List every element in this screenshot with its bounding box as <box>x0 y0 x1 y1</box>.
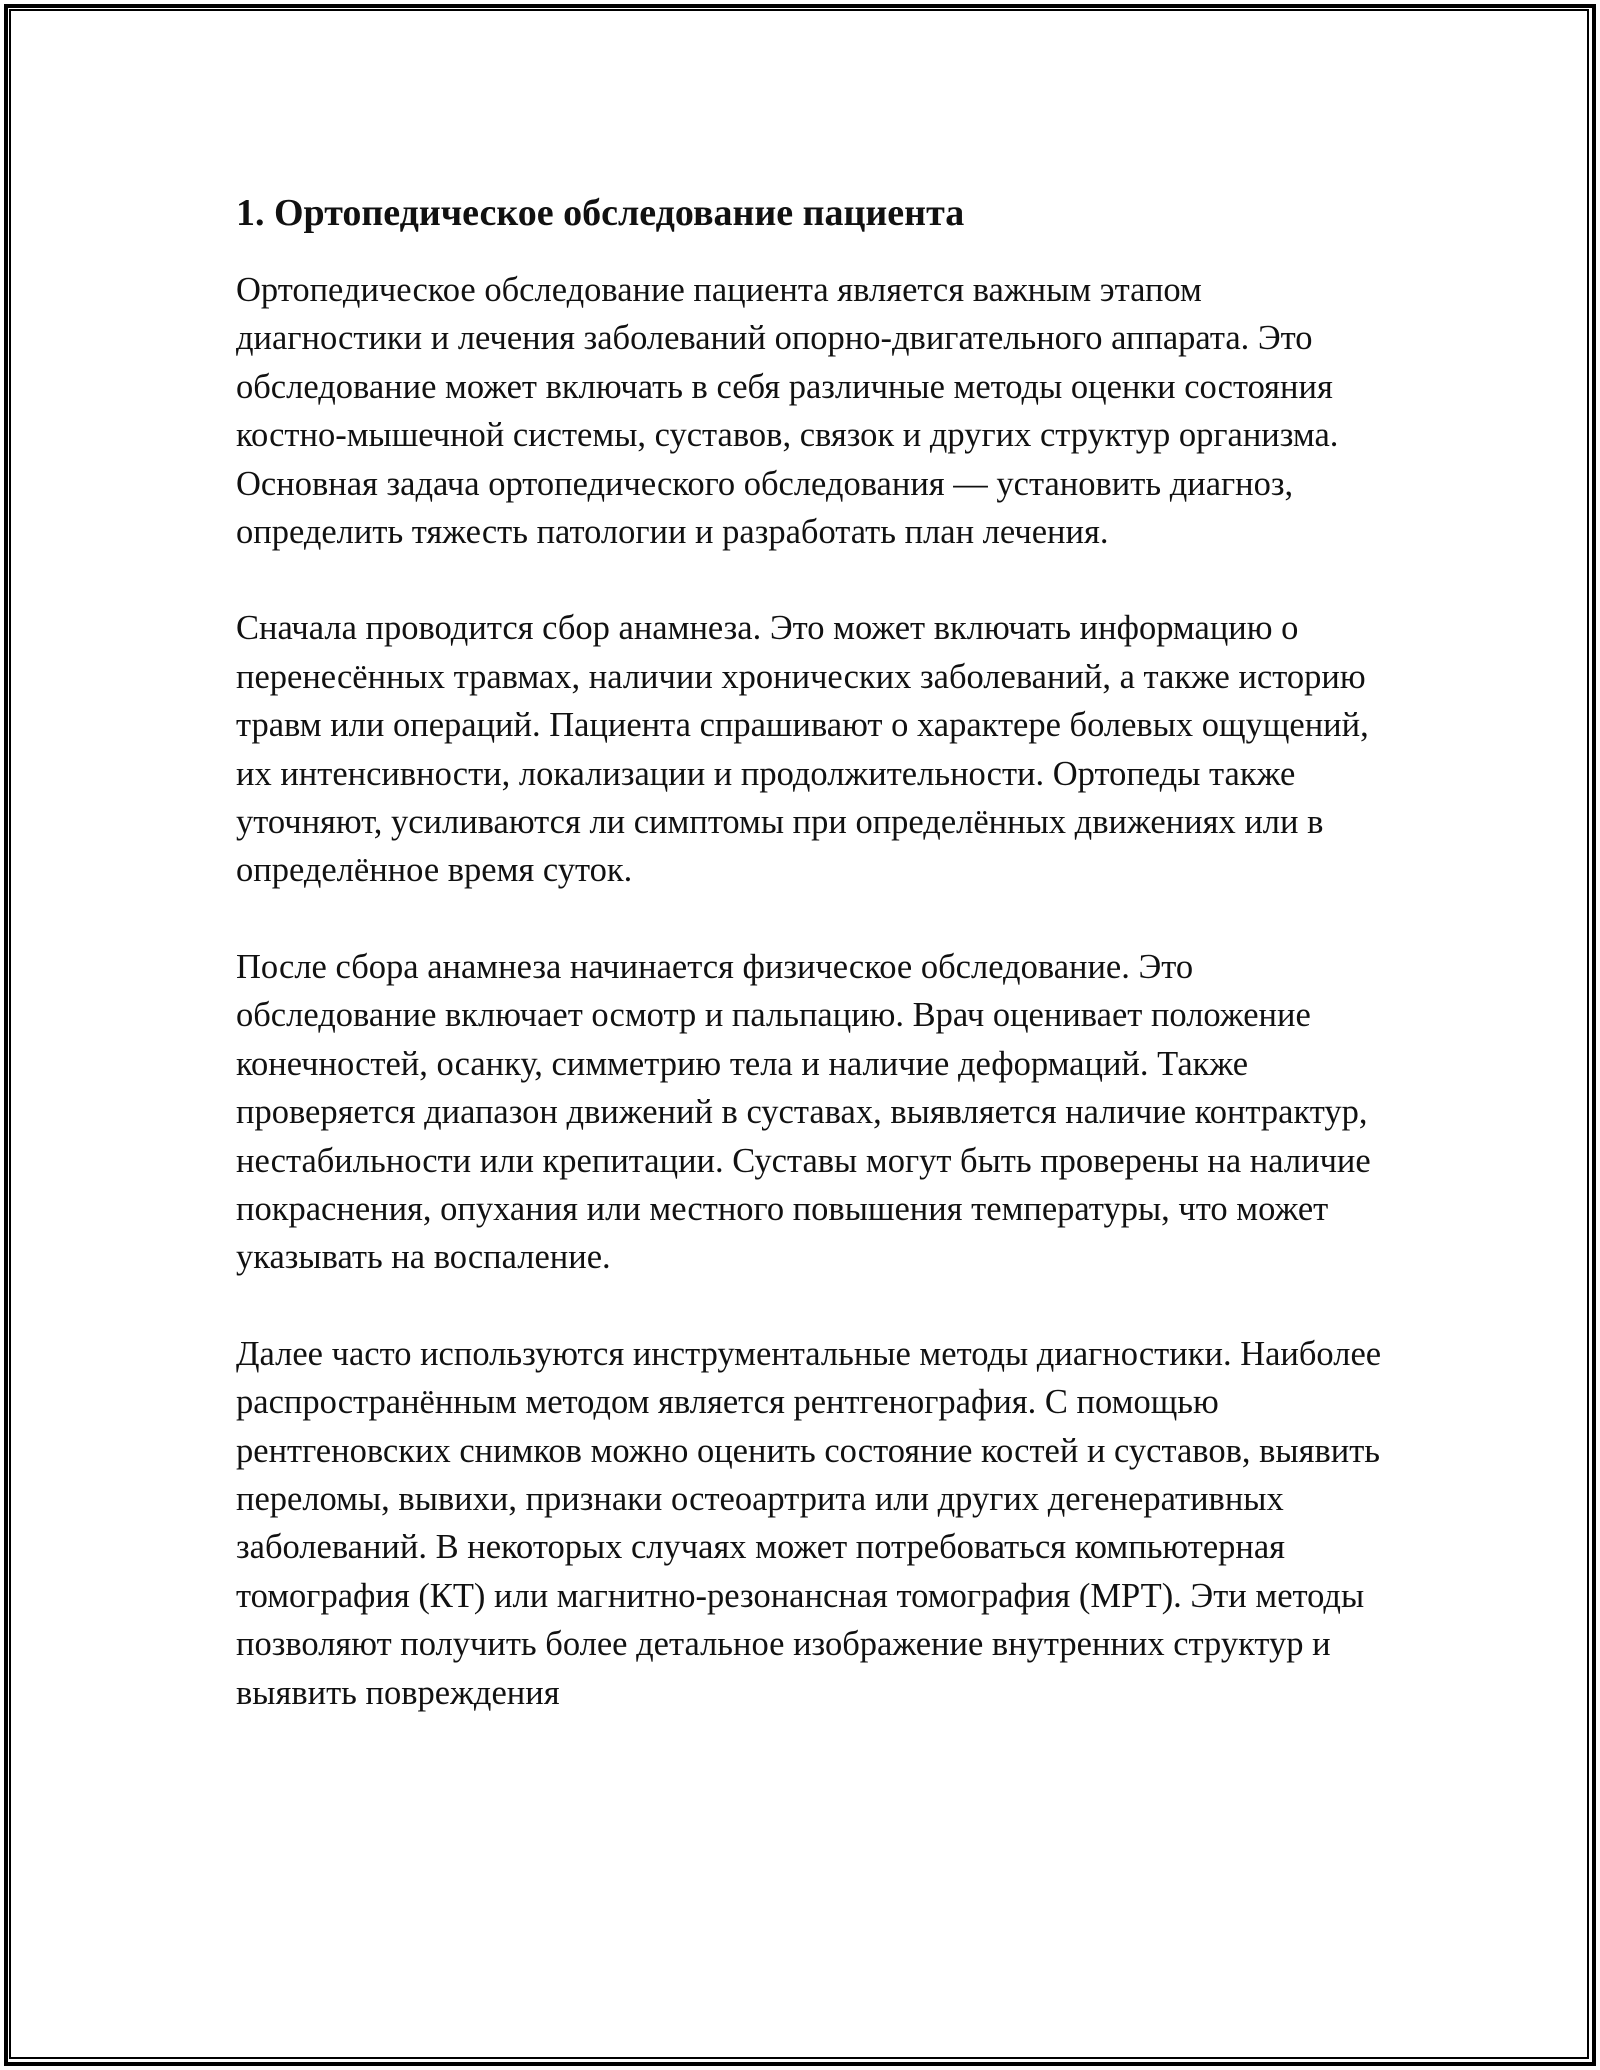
paragraph-intro: Ортопедическое обследование пациента является важным этапом диагностики и лечения заболеваний опорно-двигательного аппарата. Это обследование может включать в себя различные методы оценки состояния костно-мышечной системы, суставов, связок и других структур организма. Основная задача ортопедического обследования — установить диагноз, определить тяжесть патологии и разработать план лечения. <box>236 271 1339 552</box>
document-body <box>236 186 1384 1765</box>
paragraph-anamnesis: Сначала проводится сбор анамнеза. Это может включать информацию о перенесённых травмах, наличии хронических заболеваний, а также историю травм или операций. Пациента спрашивают о характере болевых ощущений, их интенсивности, локализации и продолжительности. Ортопеды также уточняют, усиливаются ли симптомы при определённых движениях или в определённое время суток. <box>236 609 1369 890</box>
paragraph-physical-exam: После сбора анамнеза начинается физическое обследование. Это обследование включает осмотр и пальпацию. Врач оценивает положение конечностей, осанку, симметрию тела и наличие деформаций. Также проверяется диапазон движений в суставах, выявляется наличие контрактур, нестабильности или крепитации. Суставы могут быть проверены на наличие покраснения, опухания или местного повышения температуры, что может указывать на воспаление. <box>236 947 1371 1277</box>
section-heading: 1. Ортопедическое обследование пациента <box>236 192 965 234</box>
paragraph-instrumental-methods: Далее часто используются инструментальные методы диагностики. Наиболее распространённым методом является рентгенография. С помощью рентгеновских снимков можно оценить состояние костей и суставов, выявить переломы, вывихи, признаки остеоартрита или других дегенеративных заболеваний. В некоторых случаях может потребоваться компьютерная томография (КТ) или магнитно-резонансная томография (МРТ). Эти методы позволяют получить более детальное изображение внутренних структур и выявить повреждения <box>236 1334 1382 1712</box>
